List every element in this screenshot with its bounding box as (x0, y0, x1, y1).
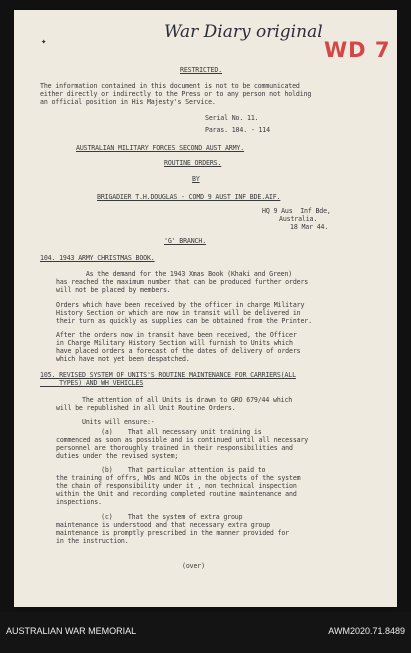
para-104-line: will not be placed by members. (56, 286, 171, 294)
para-105-line: The attention of all Units is drawn to GRO 679/44 which (40, 396, 293, 404)
para-104-line: in Charge Military History Section will furnish to Units which (56, 339, 293, 347)
para-104-line: History Section or which are now in transit will be delivered in (56, 309, 301, 317)
para-105-line: within the Unit and recording completed routine maintenance and (56, 490, 297, 498)
para-105-line: the chain of responsibility under it , non technical inspection (56, 482, 297, 490)
routine-orders-title: ROUTINE ORDERS. (164, 159, 222, 167)
para-104-line: have placed orders a forecast of the dates of delivery of orders (56, 347, 301, 355)
notice-line-2: either directly or indirectly to the Press or to any person not holding (40, 90, 312, 98)
para-105-heading-cont: TYPES) AND WH VEHICLES (40, 379, 144, 387)
brigadier-line: BRIGADIER T.H.DOUGLAS - COMD 9 AUST INF BDE.AIF. (97, 193, 281, 201)
red-stamp-code: WD 7 (324, 38, 391, 62)
punch-hole-marker: ✦ (41, 37, 47, 47)
para-105-line: (c) That the system of extra group (40, 513, 243, 521)
para-105-line: (a) That all necessary unit training is (40, 428, 262, 436)
para-104-line: Orders which have been received by the officer in charge Military (56, 301, 305, 309)
footer-accession-number: AWM2020.71.8489 (328, 626, 405, 636)
over-note: (over) (182, 562, 205, 570)
para-104-line: their turn as quickly as supplies can be obtained from the Printer. (56, 317, 312, 325)
handwritten-annotation: War Diary original (164, 22, 323, 42)
place-line: Australia. (279, 215, 318, 223)
para-105-line: maintenance is promptly prescribed in the manner provided for (56, 529, 290, 537)
para-105-heading: 105. REVISED SYSTEM OF UNITS'S ROUTINE MAINTENANCE FOR CARRIERS(ALL (40, 371, 296, 379)
paras-range: Paras. 104. - 114 (205, 126, 270, 134)
force-title: AUSTRALIAN MILITARY FORCES SECOND AUST ARMY. (76, 144, 245, 152)
notice-line-1: The information contained in this document is not to be communicated (40, 82, 300, 90)
date-line: 18 Mar 44. (290, 223, 329, 231)
serial-number: Serial No. 11. (205, 114, 259, 122)
classification-heading: RESTRICTED. (180, 66, 223, 74)
para-105-line: in the instruction. (56, 537, 129, 545)
footer-institution: AUSTRALIAN WAR MEMORIAL (6, 626, 137, 636)
para-105-line: the training of offrs, WOs and NCOs in the objects of the system (56, 474, 301, 482)
document-page (14, 10, 397, 607)
para-104-line: After the orders now in transit have been received, the Officer (56, 331, 297, 339)
para-104-line: As the demand for the 1943 Xmas Book (Khaki and Green) (40, 270, 293, 278)
notice-line-3: an official position in His Majesty's Service. (40, 98, 216, 106)
footer-bar (0, 612, 411, 653)
by-line: BY (192, 175, 200, 183)
para-105-line: Units will ensure:- (40, 418, 155, 426)
para-105-line: will be republished in all Unit Routine Orders. (56, 404, 236, 412)
hq-line: HQ 9 Aus Inf Bde, (262, 207, 331, 215)
para-105-line: personnel are thoroughly trained in their responsibilities and (56, 444, 293, 452)
para-105-line: commenced as soon as possible and is continued until all necessary (56, 436, 309, 444)
para-104-line: has reached the maximum number that can be produced further orders (56, 278, 309, 286)
para-105-line: duties under the revised system; (56, 452, 179, 460)
para-105-line: (b) That particular attention is paid to (40, 466, 266, 474)
para-105-line: maintenance is understood and that necessary extra group (56, 521, 270, 529)
para-105-line: inspections. (56, 498, 102, 506)
para-104-line: which have not yet been despatched. (56, 355, 190, 363)
branch-heading: 'G' BRANCH. (164, 237, 207, 245)
para-104-heading: 104. 1943 ARMY CHRISTMAS BOOK. (40, 254, 155, 262)
